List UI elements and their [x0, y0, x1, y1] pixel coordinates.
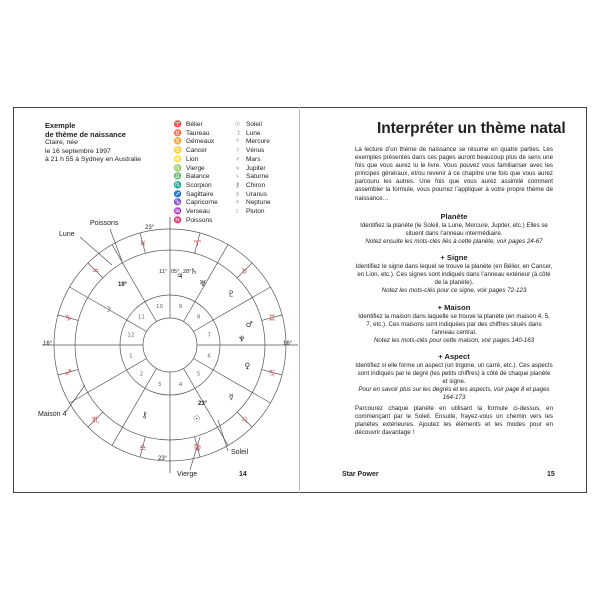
- sign-glyph-icon: ♋: [173, 147, 182, 155]
- sign-row: [173, 199, 218, 208]
- wheel-sign-glyph-icon: ♏: [91, 415, 99, 425]
- wheel-sign-glyph-icon: ♎: [139, 442, 147, 452]
- planet-glyph-icon: ☉: [234, 121, 241, 128]
- planet-glyph-icon: ♅: [235, 190, 240, 198]
- wheel-planet-glyph-icon: ☿: [228, 392, 234, 402]
- planet-name: Soleil: [246, 121, 262, 128]
- label-poissons: Poissons: [90, 220, 119, 227]
- planet-glyph-icon: ♃: [235, 164, 240, 172]
- section-aspect: [355, 352, 553, 402]
- wheel-house-number: 8: [196, 314, 201, 321]
- wheel-sign-glyph-icon: ♌: [241, 415, 249, 425]
- sign-name: Capricorne: [186, 199, 218, 207]
- planet-glyph-icon: ♄: [235, 173, 240, 181]
- wheel-house-number: 7: [207, 332, 211, 339]
- planet-name: Pluton: [246, 208, 265, 216]
- sign-name: Sagittaire: [186, 190, 214, 198]
- page-number-left: 14: [239, 471, 247, 478]
- example-line: le 16 septembre 1997: [45, 147, 111, 155]
- wheel-sign-glyph-icon: ♍: [193, 442, 201, 452]
- wheel-house-number: 6: [207, 353, 211, 360]
- sign-glyph-icon: ♌: [173, 155, 182, 163]
- section-body: Identifiez la planète (le Soleil, la Lune, Mercure, Jupiter, etc.) Elles se situent dans l’anneau intermédiaire.: [360, 222, 548, 237]
- degree-saturn: 05°: [171, 269, 180, 275]
- planet-row: [233, 173, 271, 182]
- planet-row: [233, 130, 271, 139]
- degree-right: 16°: [283, 341, 293, 347]
- planet-row: [233, 165, 271, 174]
- sign-name: Lion: [186, 155, 199, 163]
- sign-name: Taureau: [186, 129, 210, 137]
- sign-row: [173, 121, 218, 130]
- signs-legend: [173, 121, 218, 225]
- sign-glyph-icon: ♑: [173, 199, 182, 207]
- section-signe: [355, 253, 553, 295]
- planets-legend: [233, 121, 271, 217]
- wheel-sign-glyph-icon: ♐: [64, 368, 72, 378]
- planet-row: [233, 191, 271, 200]
- label-lune: Lune: [59, 231, 75, 238]
- running-head: Star Power: [342, 471, 379, 478]
- planet-name: Saturne: [246, 173, 269, 181]
- degree-left: 16°: [43, 341, 53, 347]
- degree-bottom: 23°: [158, 456, 168, 462]
- sign-glyph-icon: ♈: [173, 121, 182, 128]
- label-vierge: Vierge: [177, 471, 198, 478]
- wheel-inner-ring: [143, 318, 197, 372]
- example-line: Claire, née: [45, 139, 78, 146]
- degree-top: 23°: [145, 225, 155, 231]
- sign-name: Balance: [186, 173, 210, 181]
- wheel-house-number: 12: [127, 332, 135, 339]
- wheel-house-number: 3: [157, 382, 162, 389]
- section-maison: [355, 303, 553, 345]
- planet-name: Vénus: [246, 147, 265, 155]
- sign-glyph-icon: ♉: [173, 129, 182, 137]
- planet-name: Neptune: [246, 199, 271, 207]
- wheel-house-number: 5: [196, 371, 201, 378]
- label-leader-line: [218, 420, 228, 451]
- example-subtitle: de thème de naissance: [45, 130, 126, 139]
- section-body: Identifiez la maison dans laquelle se trouve la planète (en maison 4, 5, 7, etc.). Ces maisons sont indiquées par des chiffres situés dans l’anneau central.: [358, 313, 550, 336]
- degree-uranus: 28°: [183, 269, 192, 275]
- planet-name: Chiron: [246, 181, 266, 189]
- sign-row: [173, 138, 218, 147]
- planet-row: [233, 182, 271, 191]
- wheel-sign-glyph-icon: ♒: [91, 266, 99, 276]
- section-heading: + Signe: [440, 253, 468, 262]
- wheel-planet-glyph-icon: ⚷: [141, 410, 148, 420]
- page-title: Interpréter un thème natal: [377, 120, 566, 137]
- section-heading: + Aspect: [438, 352, 470, 361]
- wheel-sign-glyph-icon: ♉: [241, 266, 249, 276]
- wheel-planet-glyph-icon: ♇: [227, 289, 235, 299]
- label-soleil: Soleil: [231, 449, 249, 456]
- wheel-planet-glyph-icon: ☉: [193, 414, 201, 424]
- wheel-house-number: 2: [139, 371, 144, 378]
- planet-name: Mercure: [246, 138, 270, 146]
- sign-glyph-icon: ♓: [173, 216, 182, 224]
- sign-glyph-icon: ♎: [173, 173, 182, 181]
- example-details: [45, 139, 141, 165]
- sign-row: [173, 156, 218, 165]
- wheel-sign-glyph-icon: ♈: [193, 239, 201, 249]
- sign-name: Cancer: [186, 147, 207, 155]
- wheel-planet-glyph-icon: ♅: [199, 279, 207, 289]
- label-leader-line: [65, 385, 85, 413]
- wheel-planet-glyph-icon: ☽: [104, 305, 112, 314]
- outro-paragraph: Parcourez chaque planète en utilisant la formule ci-dessus, en commençant par le Soleil. Ensuite, frayez-vous un chemin vers les planètes extérieures. Ajoutez les éléments et les modes pour en découvrir davantage !: [355, 405, 553, 437]
- planet-name: Mars: [246, 155, 261, 163]
- wheel-house-number: 10: [156, 303, 164, 310]
- sign-name: Poissons: [186, 216, 213, 224]
- wheel-sign-glyph-icon: ♑: [64, 313, 72, 323]
- example-line: à 21 h 55 à Sydney en Australie: [45, 156, 141, 163]
- wheel-planet-glyph-icon: ♀: [244, 361, 251, 371]
- wheel-planet-glyph-icon: ♆: [238, 334, 246, 344]
- sign-name: Bélier: [186, 121, 203, 128]
- wheel-house-number: 1: [129, 353, 133, 360]
- sign-name: Vierge: [186, 164, 205, 172]
- wheel-sign-glyph-icon: ♊: [268, 313, 276, 323]
- planet-glyph-icon: ♀: [235, 147, 240, 155]
- wheel-sign-glyph-icon: ♓: [139, 239, 147, 249]
- planet-row: [233, 156, 271, 165]
- label-maison-4: Maison 4: [38, 411, 67, 418]
- sign-row: [173, 182, 218, 191]
- sign-name: Verseau: [186, 208, 210, 216]
- section-body: Identifiez si elle forme un aspect (un trigone, un carré, etc.). Ces aspects sont indiqués par le degré (les petits chiffres) à côté de chaque planète et signe.: [355, 362, 553, 385]
- sign-glyph-icon: ♐: [173, 190, 182, 198]
- intro-paragraph: La lecture d’un thème de naissance se résume en quatre parties. Les exemples présentés dans ces pages auront beaucoup plus de sens une fois que vous aurez lu le livre. Vous pouvez vous familiariser avec les principes généraux, et/ou revenir à ce chapitre une fois que vous aurez parcouru les autres. Une fois que vous aurez assimilé comment assembler la formule, vous pourrez l’appliquer à votre propre thème de naissance…: [355, 146, 553, 202]
- wheel-house-number: 11: [137, 314, 145, 321]
- planet-glyph-icon: ♂: [235, 155, 240, 163]
- planet-row: [233, 147, 271, 156]
- planet-glyph-icon: ☽: [234, 129, 241, 137]
- natal-chart-wheel: [40, 215, 300, 475]
- example-title: Exemple: [45, 121, 76, 130]
- sign-row: [173, 165, 218, 174]
- planet-glyph-icon: ⚷: [235, 181, 240, 189]
- degree-jupiter: 11°: [159, 269, 167, 275]
- planet-glyph-icon: ☿: [235, 138, 240, 146]
- planet-row: [233, 199, 271, 208]
- planet-name: Jupiter: [246, 164, 266, 172]
- wheel-planet-glyph-icon: ♂: [245, 319, 253, 329]
- wheel-house-number: 9: [178, 303, 183, 310]
- sign-name: Scorpion: [186, 181, 212, 189]
- section-body: Identifiez le signe dans lequel se trouve la planète (en Bélier, en Cancer, en Lion, etc.). Ces signes sont indiqués dans l’anneau extérieur (à côté de la planète).: [355, 263, 553, 286]
- sign-glyph-icon: ♏: [173, 181, 182, 189]
- wheel-house-number: 4: [178, 382, 183, 389]
- wheel-planet-glyph-icon: ♃: [176, 271, 184, 281]
- sign-row: [173, 147, 218, 156]
- section-heading: Planète: [440, 212, 468, 221]
- planet-row: [233, 138, 271, 147]
- sign-glyph-icon: ♒: [173, 208, 182, 216]
- section-planete: [355, 212, 553, 246]
- planet-glyph-icon: ♇: [235, 208, 240, 216]
- section-note: Notez les mots-clés pour ce signe, voir pages 72-123: [381, 287, 527, 294]
- degree-moon: 19°: [118, 282, 128, 288]
- sign-glyph-icon: ♊: [173, 138, 182, 146]
- sign-row: [173, 173, 218, 182]
- planet-name: Lune: [246, 129, 261, 137]
- planet-glyph-icon: ♆: [235, 199, 240, 207]
- sign-glyph-icon: ♍: [173, 164, 182, 172]
- planet-row: [233, 121, 271, 130]
- section-note: Pour en savoir plus sur les degrés et les aspects, voir page 8 et pages 164-173: [358, 386, 550, 401]
- wheel-sign-glyph-icon: ♋: [268, 368, 276, 378]
- planet-name: Uranus: [246, 190, 267, 198]
- section-heading: + Maison: [437, 303, 471, 312]
- label-leader-line: [80, 237, 112, 265]
- page-number-right: 15: [547, 471, 555, 478]
- degree-sun: 23°: [198, 401, 208, 407]
- section-note: Notez ensuite les mots-clés liés à cette planète, voir pages 24-67: [365, 238, 543, 245]
- section-note: Notez les mots-clés pour cette maison, voir pages 140-163: [373, 337, 535, 344]
- wheel-planet-glyph-icon: ♄: [190, 266, 198, 276]
- sign-name: Gémeaux: [186, 138, 215, 146]
